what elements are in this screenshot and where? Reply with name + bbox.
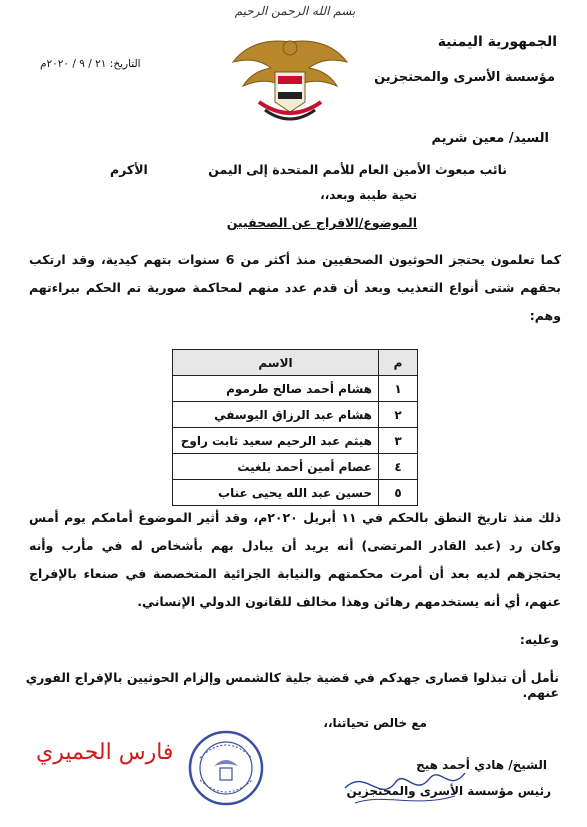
column-header-number: م [379, 350, 418, 376]
basmala: بسم الله الرحمن الرحيم [234, 4, 356, 18]
letter-date: التاريخ: ٢١ / ٩ / ٢٠٢٠م [40, 58, 141, 70]
body-paragraph-2: ذلك منذ تاريخ النطق بالحكم في ١١ أبريل ٢٠٢٠م، وقد أثير الموضوع أمامكم يوم أمس وكان رد (عبد القادر المرتضى) أنه يريد أن يبادل بهم بأشخاص له في مأرب وأنه يحتجزهم لديه بعد أن أمرت محكمتهم والنيابة الجزائية المتخصصة في صنعاء بالإفراج عنهم، أي أنه يستخدمهم رهائن وهذا مخالف للقانون الدولي الإنساني. [29, 510, 561, 609]
table-row [173, 376, 418, 402]
recipient-name: السيد/ معين شريم [431, 131, 549, 146]
yemen-eagle-emblem-icon [225, 32, 355, 128]
request-paragraph: نأمل أن تبذلوا قصارى جهدكم في قضية جلية كالشمس وإلزام الحوثيين بالإفراج الفوري عنهم. [25, 670, 559, 700]
recipient-honorific: الأكرم [110, 162, 148, 177]
recipient-title: نائب مبعوث الأمين العام للأمم المتحدة إلى اليمن [208, 162, 507, 177]
table-row [173, 428, 418, 454]
row-number: ١ [379, 376, 418, 402]
row-name: حسين عبد الله يحيى عناب [173, 480, 379, 506]
row-number: ٣ [379, 428, 418, 454]
signatory-name: الشيخ/ هادي أحمد هيج [416, 758, 547, 772]
table-row [173, 402, 418, 428]
signatory-title: رئيس مؤسسة الأسرى والمحتجزين [346, 784, 551, 798]
body-paragraph-1: كما تعلمون يحتجز الحوثيون الصحفيين منذ أكثر من 6 سنوات بتهم كيدية، وقد ارتكب بحقهم شتى أنواع التعذيب وبعد أن قدم عدد منهم لمحاكمة صورية تم الحكم ببراءتهم وهم: [29, 252, 561, 323]
table-row [173, 480, 418, 506]
sender-overlay-text: فارس الحميري [36, 740, 174, 765]
column-header-name: الاسم [173, 350, 379, 376]
row-number: ٥ [379, 480, 418, 506]
org-name-line1: الجمهورية اليمنية [437, 34, 557, 50]
closing-line: مع خالص تحياتنا،، [323, 716, 427, 730]
row-name: هشام أحمد صالح طرموم [173, 376, 379, 402]
table-header-row [173, 350, 418, 376]
and-so-label: وعليه: [519, 632, 559, 647]
row-name: هشام عبد الرزاق اليوسفي [173, 402, 379, 428]
row-number: ٤ [379, 454, 418, 480]
table-row [173, 454, 418, 480]
detainees-table [172, 349, 418, 506]
subject-line: الموضوع/الافراج عن الصحفيين [226, 215, 417, 230]
org-name-line2: مؤسسة الأسرى والمحتجزين [374, 70, 555, 85]
row-name: عصام أمين أحمد بلغيث [173, 454, 379, 480]
greeting: تحية طيبة وبعد،، [320, 188, 417, 202]
official-stamp-icon [186, 728, 266, 808]
row-number: ٢ [379, 402, 418, 428]
row-name: هيثم عبد الرحيم سعيد ثابت راوح [173, 428, 379, 454]
